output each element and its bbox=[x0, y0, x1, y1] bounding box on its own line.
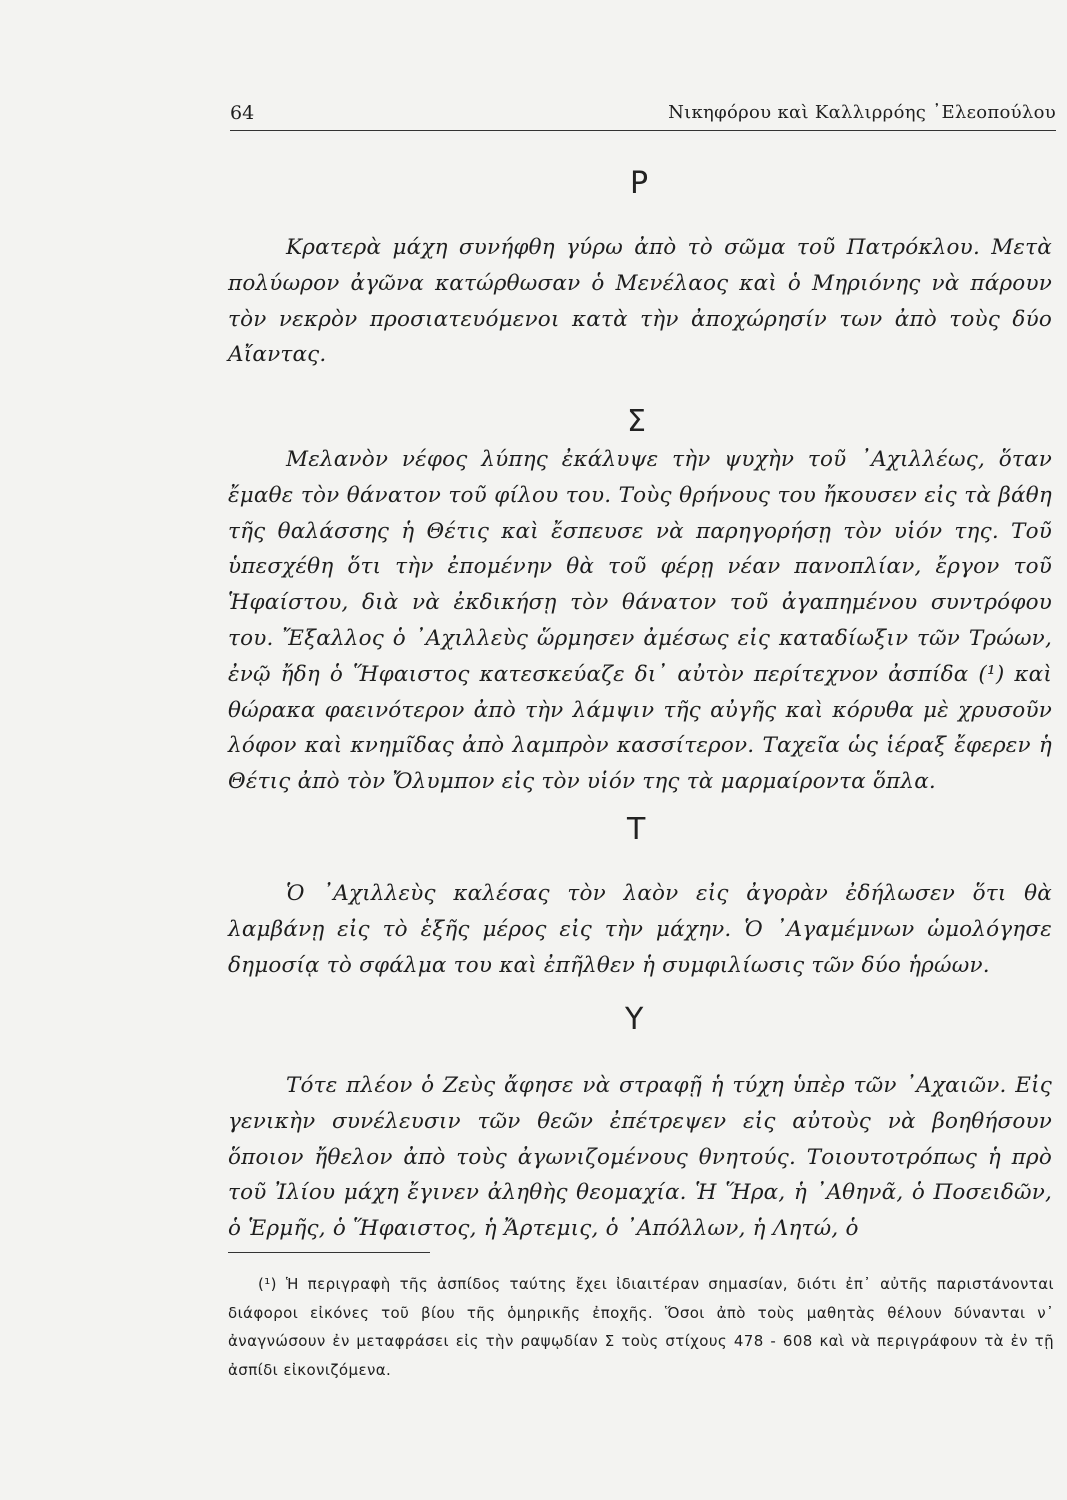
section-letter-tau: T bbox=[627, 812, 646, 847]
paragraph-rho: Κρατερὰ μάχη συνήφθη γύρω ἀπὸ τὸ σῶμα τοῦ Πατρόκλου. Μετὰ πολύωρον ἀγῶνα κατώρθωσαν ὁ Μενέλαος καὶ ὁ Μηριόνης νὰ πάρουν τὸν νεκρὸν προσιατευόμενοι κατὰ τὴν ἀποχώρησίν των ἀπὸ τοὺς δύο Αἴαντας. bbox=[228, 235, 1052, 368]
paragraph-tau: Ὁ ᾿Αχιλλεὺς καλέσας τὸν λαὸν εἰς ἀγορὰν ἐδήλωσεν ὅτι θὰ λαμβάνῃ εἰς τὸ ἑξῆς μέρος εἰς τὴν μάχην. Ὁ ᾿Αγαμέμνων ὡμολόγησε δημοσίᾳ τὸ σφάλμα του καὶ ἐπῆλθεν ἡ συμφιλίωσις τῶν δύο ἡρώων. bbox=[228, 881, 1052, 978]
section-letter-sigma: Σ bbox=[627, 404, 646, 439]
paragraph-sigma: Μελανὸν νέφος λύπης ἐκάλυψε τὴν ψυχὴν τοῦ ᾿Αχιλλέως, ὅταν ἔμαθε τὸν θάνατον τοῦ φίλου του. Τοὺς θρήνους του ἤκουσεν εἰς τὰ βάθη τῆς θαλάσσης ἡ Θέτις καὶ ἔσπευσε νὰ παρηγορήσῃ τὸν υἱόν της. Τοῦ ὑπεσχέθη ὅτι τὴν ἐπομένην θὰ τοῦ φέρῃ νέαν πανοπλίαν, ἔργον τοῦ Ἡφαίστου, διὰ νὰ ἐκδικήσῃ τὸν θάνατον τοῦ ἀγαπημένου συντρόφου του. Ἔξαλλος ὁ ᾿Αχιλλεὺς ὥρμησεν ἀμέσως εἰς καταδίωξιν τῶν Τρώων, ἐνῷ ἤδη ὁ Ἥφαιστος κατεσκεύαζε δι᾿ αὐτὸν περίτεχνον ἀσπίδα (¹) καὶ θώρακα φαεινότερον ἀπὸ τὴν λάμψιν τῆς αὐγῆς καὶ κόρυθα μὲ χρυσοῦν λόφον καὶ κνημῖδας ἀπὸ λαμπρὸν κασσίτερον. Ταχεῖα ὡς ἱέραξ ἔφερεν ἡ Θέτις ἀπὸ τὸν Ὄλυμπον εἰς τὸν υἱόν της τὰ μαρμαίροντα ὅπλα. bbox=[228, 447, 1052, 795]
running-title: Νικηφόρου καὶ Καλλιρρόης ᾿Ελεοπούλου bbox=[668, 102, 1056, 123]
footnote-text: (¹) Ἡ περιγραφὴ τῆς ἀσπίδος ταύτης ἔχει ἰδιαιτέραν σημασίαν, διότι ἐπ᾿ αὐτῆς παριστάνονται διάφοροι εἰκόνες τοῦ βίου τῆς ὁμηρικῆς ἐποχῆς. Ὅσοι ἀπὸ τοὺς μαθητὰς θέλουν δύνανται ν᾿ ἀναγνώσουν ἐν μεταφράσει εἰς τὴν ραψῳδίαν Σ τοὺς στίχους 478 - 608 καὶ νὰ περιγράφουν τὰ ἐν τῇ ἀσπίδι εἰκονιζόμενα. bbox=[228, 1275, 1054, 1379]
paragraph-upsilon: Τότε πλέον ὁ Ζεὺς ἄφησε νὰ στραφῇ ἡ τύχη ὑπὲρ τῶν ᾿Αχαιῶν. Εἰς γενικὴν συνέλευσιν τῶν θεῶν ἐπέτρεψεν εἰς αὐτοὺς νὰ βοηθήσουν ὅποιον ἤθελον ἀπὸ τοὺς ἀγωνιζομένους θνητούς. Τοιουτοτρόπως ἡ πρὸ τοῦ Ἰλίου μάχη ἔγινεν ἀληθὴς θεομαχία. Ἡ Ἥρα, ἡ ᾿Αθηνᾶ, ὁ Ποσειδῶν, ὁ Ἑρμῆς, ὁ Ἥφαιστος, ἡ Ἄρτεμις, ὁ ᾿Απόλλων, ἡ Λητώ, ὁ bbox=[228, 1073, 1052, 1242]
footnote-divider bbox=[228, 1252, 430, 1253]
section-letter-rho: P bbox=[630, 166, 649, 201]
page-header bbox=[230, 100, 1056, 131]
page-number: 64 bbox=[230, 102, 255, 124]
footnote bbox=[228, 1270, 1054, 1384]
section-letter-upsilon: Y bbox=[625, 1002, 644, 1037]
